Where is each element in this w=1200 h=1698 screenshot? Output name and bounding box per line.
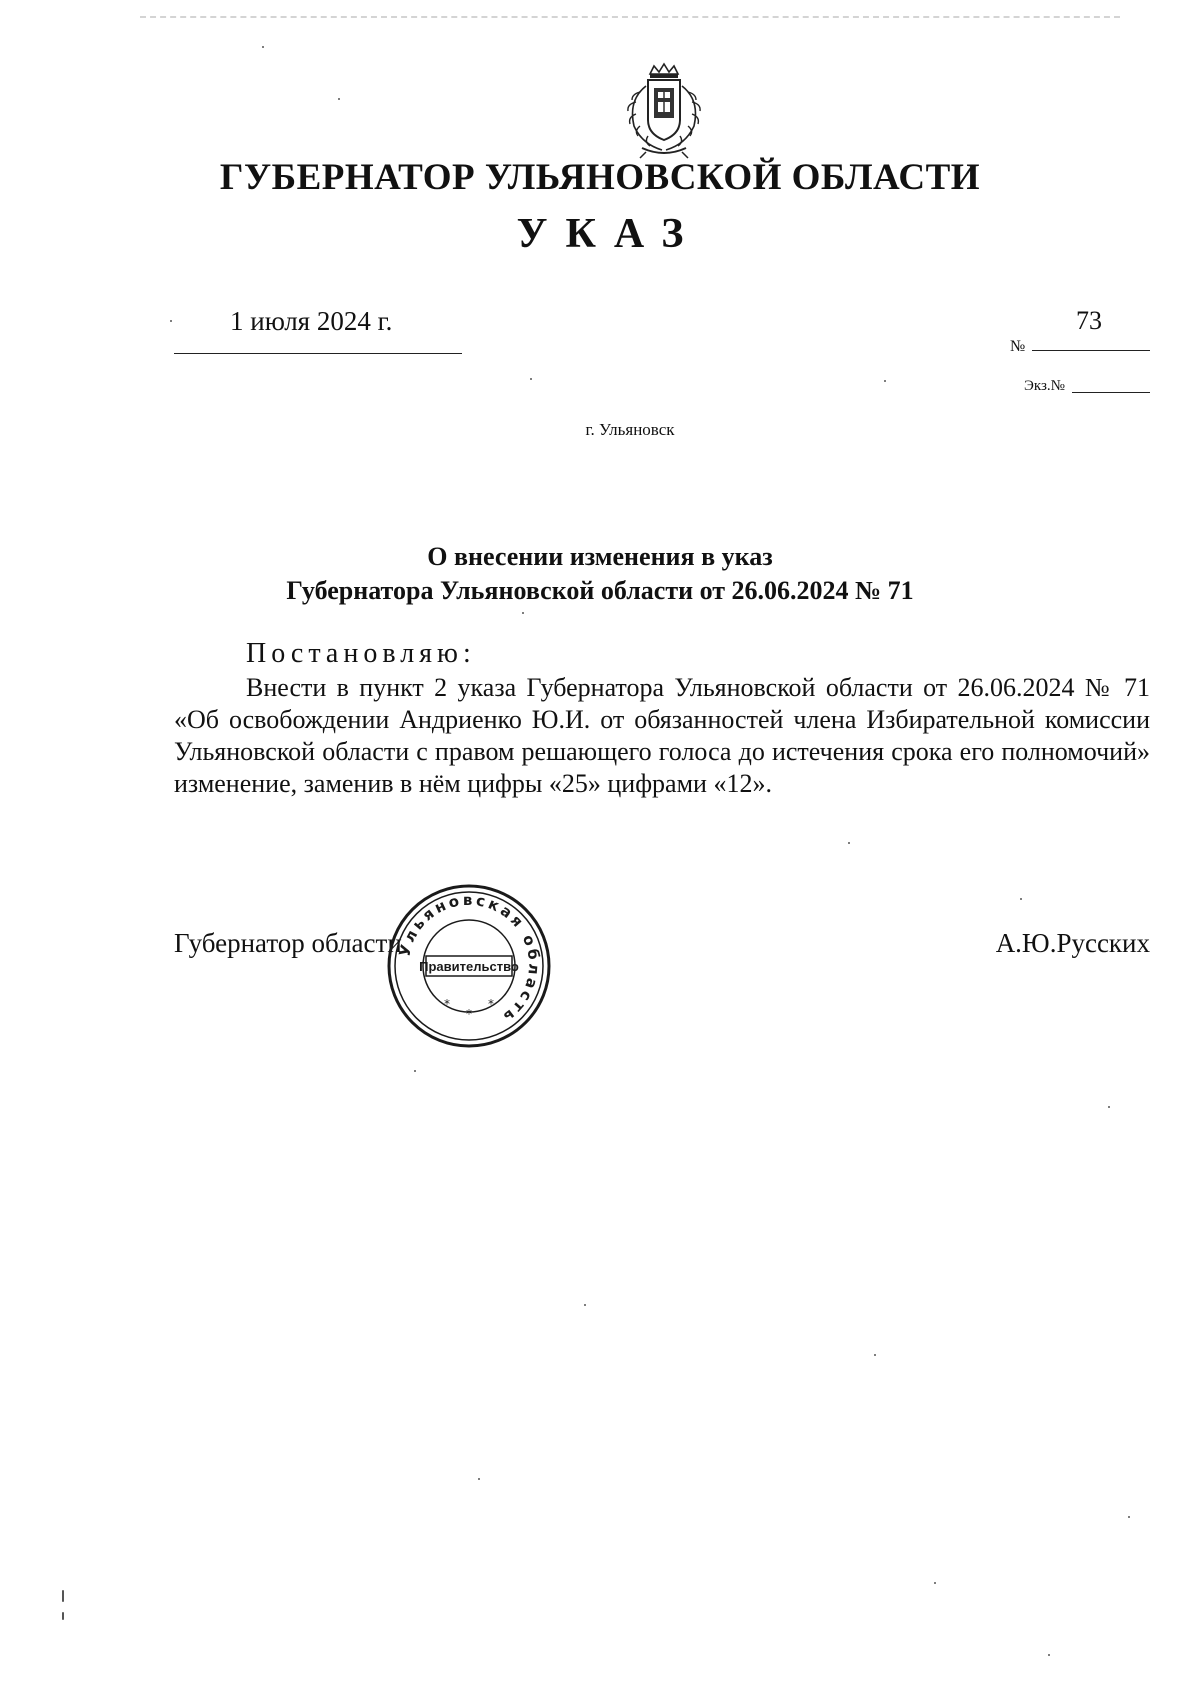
document-date: 1 июля 2024 г.	[230, 306, 393, 336]
copy-underline	[1072, 392, 1150, 393]
scan-speck	[478, 1478, 480, 1480]
seal-center-text: Правительство	[419, 959, 519, 974]
svg-text:*: *	[444, 997, 450, 1011]
scan-speck	[1020, 898, 1022, 900]
scan-speck	[62, 1590, 64, 1602]
subject-line-1: О внесении изменения в указ	[427, 542, 773, 571]
svg-text:*: *	[466, 1007, 472, 1021]
subject-line-2: Губернатора Ульяновской области от 26.06.2024 № 71	[286, 576, 914, 605]
scan-speck	[584, 1304, 586, 1306]
scan-speck	[884, 380, 886, 382]
date-field	[174, 306, 462, 354]
scan-speck	[934, 1582, 936, 1584]
number-sign: №	[1010, 338, 1026, 355]
body-paragraph: Внести в пункт 2 указа Губернатора Ульяновской области от 26.06.2024 № 71 «Об освобождении Андриенко Ю.И. от обязанностей члена Избирательной комиссии Ульяновской области с правом решающего голоса до истечения срока его полномочий» изменение, заменив в нём цифры «25» цифрами «12».	[174, 673, 1150, 798]
signer-title: Губернатор области	[174, 928, 402, 958]
scan-speck	[530, 378, 532, 380]
scan-speck	[170, 320, 172, 322]
document-number: 73	[1076, 306, 1102, 335]
scan-speck	[874, 1354, 876, 1356]
number-field	[1010, 306, 1150, 354]
official-seal-stamp	[384, 880, 554, 1052]
copy-label: Экз.№	[1024, 378, 1065, 394]
scan-speck	[1048, 1654, 1050, 1656]
preamble: Постановляю:	[246, 638, 476, 669]
scan-speck	[848, 842, 850, 844]
scan-speck	[414, 1070, 416, 1072]
number-underline	[1032, 350, 1150, 351]
document-type: УКАЗ	[516, 211, 702, 257]
svg-text:*: *	[488, 997, 494, 1011]
scan-speck	[62, 1612, 64, 1620]
scan-speck	[1108, 1106, 1110, 1108]
signer-name: А.Ю.Русских	[995, 928, 1150, 958]
issue-city: г. Ульяновск	[585, 420, 675, 439]
copy-number-field	[1024, 376, 1150, 400]
document-subject	[0, 540, 1200, 608]
issuer-title: ГУБЕРНАТОР УЛЬЯНОВСКОЙ ОБЛАСТИ	[219, 157, 981, 198]
scan-speck	[338, 98, 340, 100]
scan-speck	[1128, 1516, 1130, 1518]
scan-speck	[522, 612, 524, 614]
scan-top-edge	[140, 16, 1120, 20]
seal-ring-text: Ульяновская область	[395, 890, 544, 1028]
scan-speck	[262, 46, 264, 48]
coat-of-arms-icon	[606, 60, 722, 160]
